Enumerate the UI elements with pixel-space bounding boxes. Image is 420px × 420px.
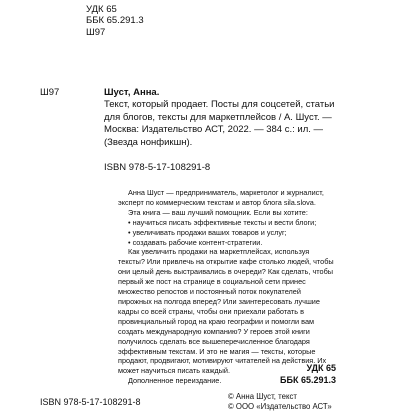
- author-mark: Ш97: [86, 27, 106, 38]
- annotation-bullet: • научиться писать эффективные тексты и вести блоги;: [128, 217, 317, 227]
- annotation-about: Анна Шуст — предприниматель, маркетолог и журналист, эксперт по коммерческим текстам и автор блога sila.slova.: [118, 188, 324, 207]
- record-description: Текст, который продает. Посты для соцсетей, статьи для блогов, тексты для маркетплейсов / А. Шуст. — Москва: Издательство АСТ, 2022. — 384 с.: ил. — (Звезда нонфикшн).: [104, 99, 335, 148]
- record-author-mark: Ш97: [40, 87, 60, 98]
- record-isbn: ISBN 978-5-17-108291-8: [104, 162, 211, 173]
- record-author: Шуст, Анна.: [104, 87, 160, 98]
- copyright-publisher: © ООО «Издательство АСТ»: [228, 402, 332, 411]
- bbk-code: ББК 65.291.3: [86, 15, 144, 26]
- annotation-main: Как увеличить продажи на маркетплейсах, используя тексты? Или привлечь на открытие кафе столько людей, чтобы они целый день выстраивались в очереди? Как сделать, чтобы первый же пост на странице в социальной сети принес множество репостов и постоянный поток покупателей пирожных на полгода вперед? Или заинтересовать лучшие кадры со всей страны, чтобы они приехали работать в провинциальный город на краю географии и помогли вам создать международную компанию? У героев этой книги получилось сделать все вышеперечисленное благодаря эффективным текстам. И это не магия — тексты, которые продают, продвигают, мотивируют читателей на действия. Их может научиться писать каждый.: [118, 247, 334, 376]
- annotation-bullet-list: [118, 218, 336, 248]
- annotation-intro: Эта книга — ваш лучший помощник. Если вы хотите:: [128, 207, 308, 217]
- annotation: [118, 188, 336, 386]
- annotation-reprint: Дополненное переиздание.: [128, 376, 222, 386]
- footer-isbn: ISBN 978-5-17-108291-8: [40, 397, 141, 407]
- bbk-code-right: ББК 65.291.3: [280, 375, 336, 385]
- annotation-bullet: • увеличивать продажи ваших товаров и услуг;: [128, 227, 287, 237]
- annotation-bullet: • создавать рабочие контент-стратегии.: [128, 237, 263, 247]
- udk-code: УДК 65: [86, 4, 117, 15]
- udk-code-right: УДК 65: [306, 363, 336, 373]
- copyright-author: © Анна Шуст, текст: [228, 392, 297, 401]
